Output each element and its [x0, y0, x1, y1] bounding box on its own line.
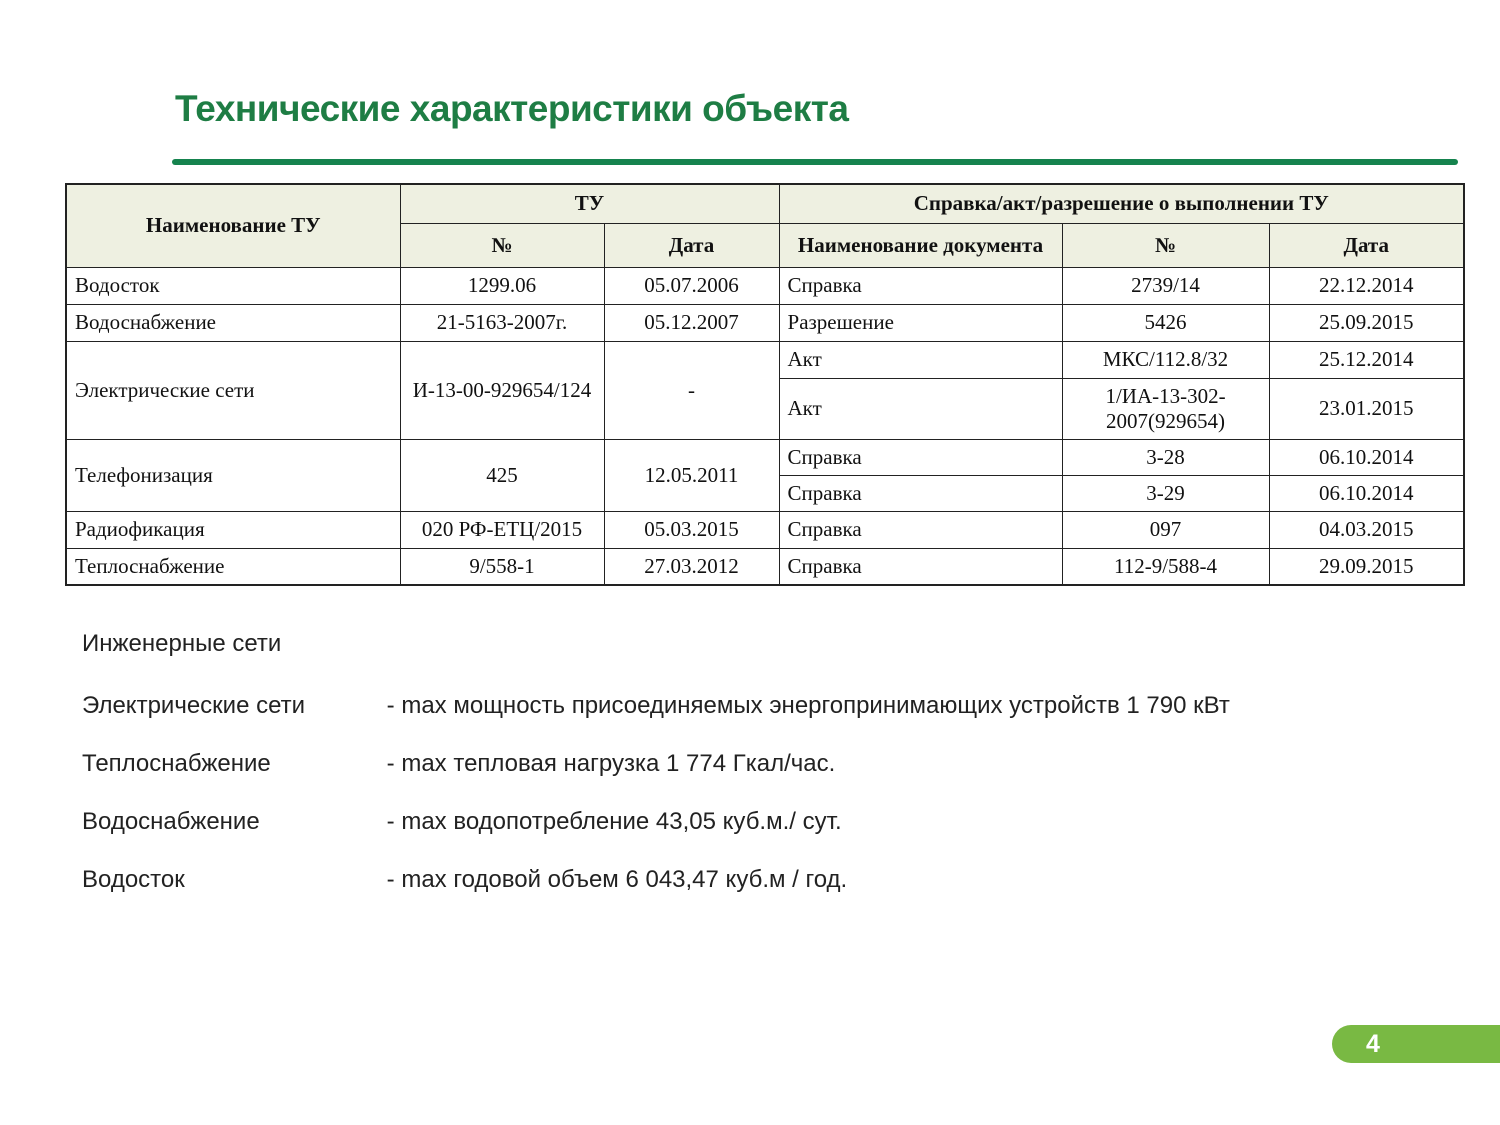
col-header-doc-name: Наименование документа [779, 223, 1062, 267]
engineering-networks-section [82, 630, 1230, 924]
tu-name: Водосток [66, 267, 400, 304]
tu-num: 425 [400, 439, 604, 511]
table-row [66, 439, 1464, 475]
doc-type: Справка [779, 267, 1062, 304]
col-header-tu-date: Дата [604, 223, 779, 267]
doc-type: Акт [779, 378, 1062, 439]
page-number-badge [1332, 1025, 1500, 1063]
doc-date: 06.10.2014 [1269, 439, 1464, 475]
tu-name: Электрические сети [66, 341, 400, 439]
col-header-doc-num: № [1062, 223, 1269, 267]
tu-num: 1299.06 [400, 267, 604, 304]
tu-num: И-13-00-929654/124 [400, 341, 604, 439]
list-item [82, 750, 1230, 778]
doc-date: 29.09.2015 [1269, 548, 1464, 585]
doc-date: 23.01.2015 [1269, 378, 1464, 439]
list-item [82, 866, 1230, 894]
note-label: Теплоснабжение [82, 750, 271, 777]
tu-name: Теплоснабжение [66, 548, 400, 585]
note-text: - max тепловая нагрузка 1 774 Гкал/час. [386, 750, 836, 777]
tu-date: - [604, 341, 779, 439]
doc-num: 3-29 [1062, 475, 1269, 511]
tu-num: 21-5163-2007г. [400, 304, 604, 341]
technical-specs-table [65, 183, 1465, 586]
page-number: 4 [1366, 1030, 1380, 1058]
doc-num: 5426 [1062, 304, 1269, 341]
doc-type: Справка [779, 511, 1062, 548]
doc-type: Справка [779, 475, 1062, 511]
col-header-doc-date: Дата [1269, 223, 1464, 267]
note-label: Водосток [82, 866, 185, 893]
tu-name: Водоснабжение [66, 304, 400, 341]
note-text: - max водопотребление 43,05 куб.м./ сут. [386, 808, 842, 835]
col-header-name-tu: Наименование ТУ [66, 184, 400, 267]
tu-date: 05.03.2015 [604, 511, 779, 548]
doc-date: 06.10.2014 [1269, 475, 1464, 511]
doc-num: МКС/112.8/32 [1062, 341, 1269, 378]
doc-num: 1/ИА-13-302-2007(929654) [1062, 378, 1269, 439]
tu-date: 12.05.2011 [604, 439, 779, 511]
doc-date: 25.09.2015 [1269, 304, 1464, 341]
table-row [66, 548, 1464, 585]
doc-date: 22.12.2014 [1269, 267, 1464, 304]
title-underline-rule [172, 159, 1458, 165]
doc-type: Акт [779, 341, 1062, 378]
page-title: Технические характеристики объекта [175, 88, 849, 129]
doc-date: 25.12.2014 [1269, 341, 1464, 378]
notes-heading: Инженерные сети [82, 630, 282, 657]
col-header-tu-num: № [400, 223, 604, 267]
doc-type: Справка [779, 439, 1062, 475]
tu-date: 27.03.2012 [604, 548, 779, 585]
tu-num: 020 РФ-ЕТЦ/2015 [400, 511, 604, 548]
col-group-doc: Справка/акт/разрешение о выполнении ТУ [779, 184, 1464, 223]
doc-num: 2739/14 [1062, 267, 1269, 304]
tu-name: Радиофикация [66, 511, 400, 548]
note-text: - max мощность присоединяемых энергопринимающих устройств 1 790 кВт [386, 692, 1230, 719]
tu-num: 9/558-1 [400, 548, 604, 585]
table-row [66, 267, 1464, 304]
doc-type: Разрешение [779, 304, 1062, 341]
table-row [66, 511, 1464, 548]
col-group-tu: ТУ [400, 184, 779, 223]
table-row [66, 341, 1464, 378]
doc-date: 04.03.2015 [1269, 511, 1464, 548]
table-row [66, 304, 1464, 341]
tu-date: 05.12.2007 [604, 304, 779, 341]
list-item [82, 808, 1230, 836]
tu-date: 05.07.2006 [604, 267, 779, 304]
tu-name: Телефонизация [66, 439, 400, 511]
doc-num: 097 [1062, 511, 1269, 548]
note-text: - max годовой объем 6 043,47 куб.м / год. [386, 866, 848, 893]
doc-num: 112-9/588-4 [1062, 548, 1269, 585]
list-item [82, 692, 1230, 720]
doc-num: 3-28 [1062, 439, 1269, 475]
note-label: Электрические сети [82, 692, 306, 719]
note-label: Водоснабжение [82, 808, 260, 835]
doc-type: Справка [779, 548, 1062, 585]
